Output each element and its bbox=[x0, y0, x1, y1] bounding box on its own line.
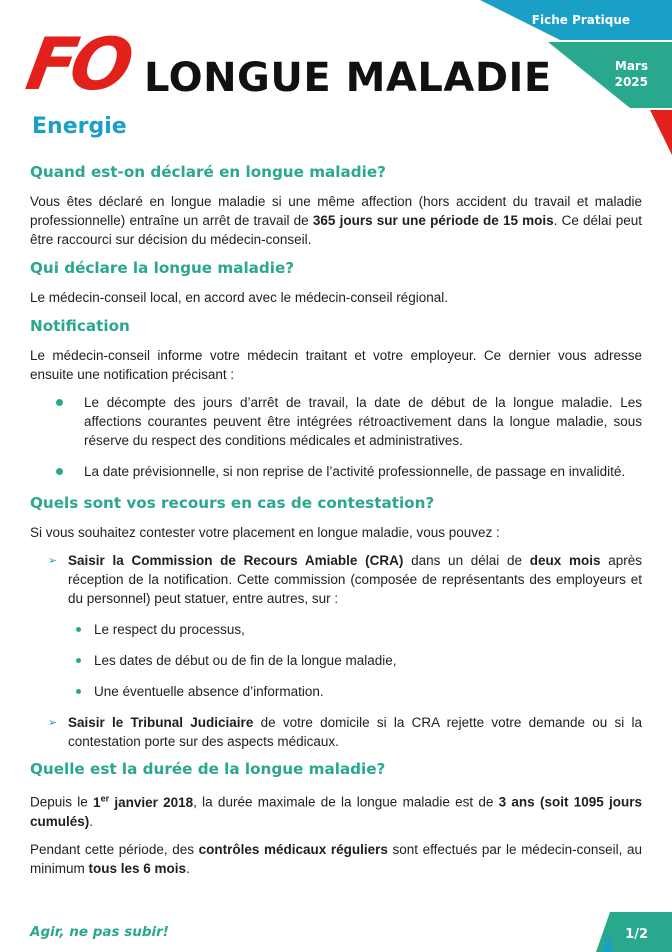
month-text: Mars bbox=[614, 59, 648, 73]
text-run: dans un délai de bbox=[403, 553, 530, 568]
paragraph bbox=[30, 192, 642, 249]
list-item-text: Une éventuelle absence d’information. bbox=[94, 684, 324, 699]
sub-list-item bbox=[76, 620, 642, 639]
bold-text: deux mois bbox=[529, 553, 601, 568]
section-heading: Qui déclare la longue maladie? bbox=[30, 259, 295, 277]
text-run: Depuis le bbox=[30, 794, 94, 810]
section-heading: Quelle est la durée de la longue maladie? bbox=[30, 760, 386, 778]
sub-list-item bbox=[76, 682, 642, 701]
bold-text: contrôles médicaux réguliers bbox=[198, 841, 388, 857]
text-run: . bbox=[186, 860, 190, 876]
list-item bbox=[56, 462, 642, 481]
arrow-bullet-icon: ➢ bbox=[48, 716, 58, 729]
logo-fo-text: FO bbox=[20, 22, 134, 106]
superscript: er bbox=[100, 793, 110, 803]
section-heading: Notification bbox=[30, 317, 130, 335]
fo-energie-logo bbox=[20, 22, 138, 148]
text-run: . bbox=[89, 813, 94, 829]
notification-list bbox=[56, 393, 642, 481]
section-recours bbox=[30, 493, 642, 751]
paragraph: Le médecin-conseil informe votre médecin traitant et votre employeur. Ce dernier vous adresse ensuite une notification précisant : bbox=[30, 348, 642, 382]
bullet-icon bbox=[76, 689, 81, 694]
document-body bbox=[30, 162, 642, 887]
bullet-icon bbox=[76, 627, 81, 632]
section-heading: Quand est-on déclaré en longue maladie? bbox=[30, 163, 386, 181]
paragraph bbox=[30, 840, 642, 878]
section-duration bbox=[30, 759, 642, 878]
paragraph bbox=[30, 789, 642, 831]
bullet-icon bbox=[76, 658, 81, 663]
text-run: Vous êtes déclaré en longue maladie si une même affection (hors accident du travail et maladie professionnelle) entraîne un arrêt de travail de bbox=[30, 194, 642, 228]
fiche-pratique-label: Fiche Pratique bbox=[531, 13, 630, 27]
bold-text: Saisir le Tribunal Judiciaire bbox=[68, 715, 254, 730]
sub-list bbox=[76, 620, 642, 701]
footer-slogan: Agir, ne pas subir! bbox=[30, 924, 169, 940]
paragraph: Le médecin-conseil local, en accord avec le médecin-conseil régional. bbox=[30, 290, 448, 305]
list-item-text: Les dates de début ou de fin de la longue maladie, bbox=[94, 653, 397, 668]
section-heading: Quels sont vos recours en cas de contestation? bbox=[30, 494, 435, 512]
section-notification bbox=[30, 316, 642, 481]
bullet-icon bbox=[56, 468, 63, 475]
text-run: après réception de la notification. Cette commission (composée de représentants des employeurs et du personnel) peut statuer, entre autres, sur : bbox=[68, 553, 642, 606]
year-text: 2025 bbox=[614, 75, 648, 89]
arrow-bullet-icon: ➢ bbox=[48, 554, 58, 567]
list-item-text: Le respect du processus, bbox=[94, 622, 245, 637]
list-item bbox=[48, 551, 642, 701]
text-run: . Ce délai peut être raccourci sur décision du médecin-conseil. bbox=[30, 213, 642, 247]
paragraph: Si vous souhaitez contester votre placement en longue maladie, vous pouvez : bbox=[30, 525, 500, 540]
bold-text: 365 jours sur une période de 15 mois bbox=[312, 213, 554, 228]
text-run: sont effectués par le médecin-conseil, au minimum bbox=[30, 841, 642, 876]
page-number: 1/2 bbox=[625, 927, 648, 942]
section-who bbox=[30, 258, 642, 307]
text-run: janvier 2018 bbox=[109, 794, 194, 810]
list-item-text: Le décompte des jours d’arrêt de travail, la date de début de la longue maladie. Les affections courantes peuvent être intégrées rétroactivement dans la longue maladie, sous réserve du respect des conditions médicales et administratives. bbox=[84, 395, 642, 448]
bold-text: tous les 6 mois bbox=[88, 860, 187, 876]
section-when bbox=[30, 162, 642, 249]
list-item bbox=[48, 713, 642, 751]
page-title: LONGUE MALADIE bbox=[144, 55, 552, 101]
logo-energie-text: Energie bbox=[32, 114, 127, 139]
bold-text: Saisir la Commission de Recours Amiable (CRA) bbox=[68, 553, 404, 568]
bold-text bbox=[93, 795, 193, 810]
text-run: 1 bbox=[93, 794, 101, 810]
bullet-icon bbox=[56, 399, 63, 406]
bold-text: 3 ans (soit 1095 jours cumulés) bbox=[30, 794, 642, 829]
text-run: , la durée maximale de la longue maladie est de bbox=[193, 794, 499, 810]
text-run: Pendant cette période, des bbox=[30, 841, 199, 857]
date-label bbox=[615, 58, 648, 90]
sub-list-item bbox=[76, 651, 642, 670]
text-run: de votre domicile si la CRA rejette votre demande ou si la contestation porte sur des aspects médicaux. bbox=[68, 715, 642, 749]
recours-list bbox=[48, 551, 642, 751]
list-item-text: La date prévisionnelle, si non reprise de l’activité professionnelle, de passage en invalidité. bbox=[84, 464, 626, 479]
list-item bbox=[56, 393, 642, 450]
